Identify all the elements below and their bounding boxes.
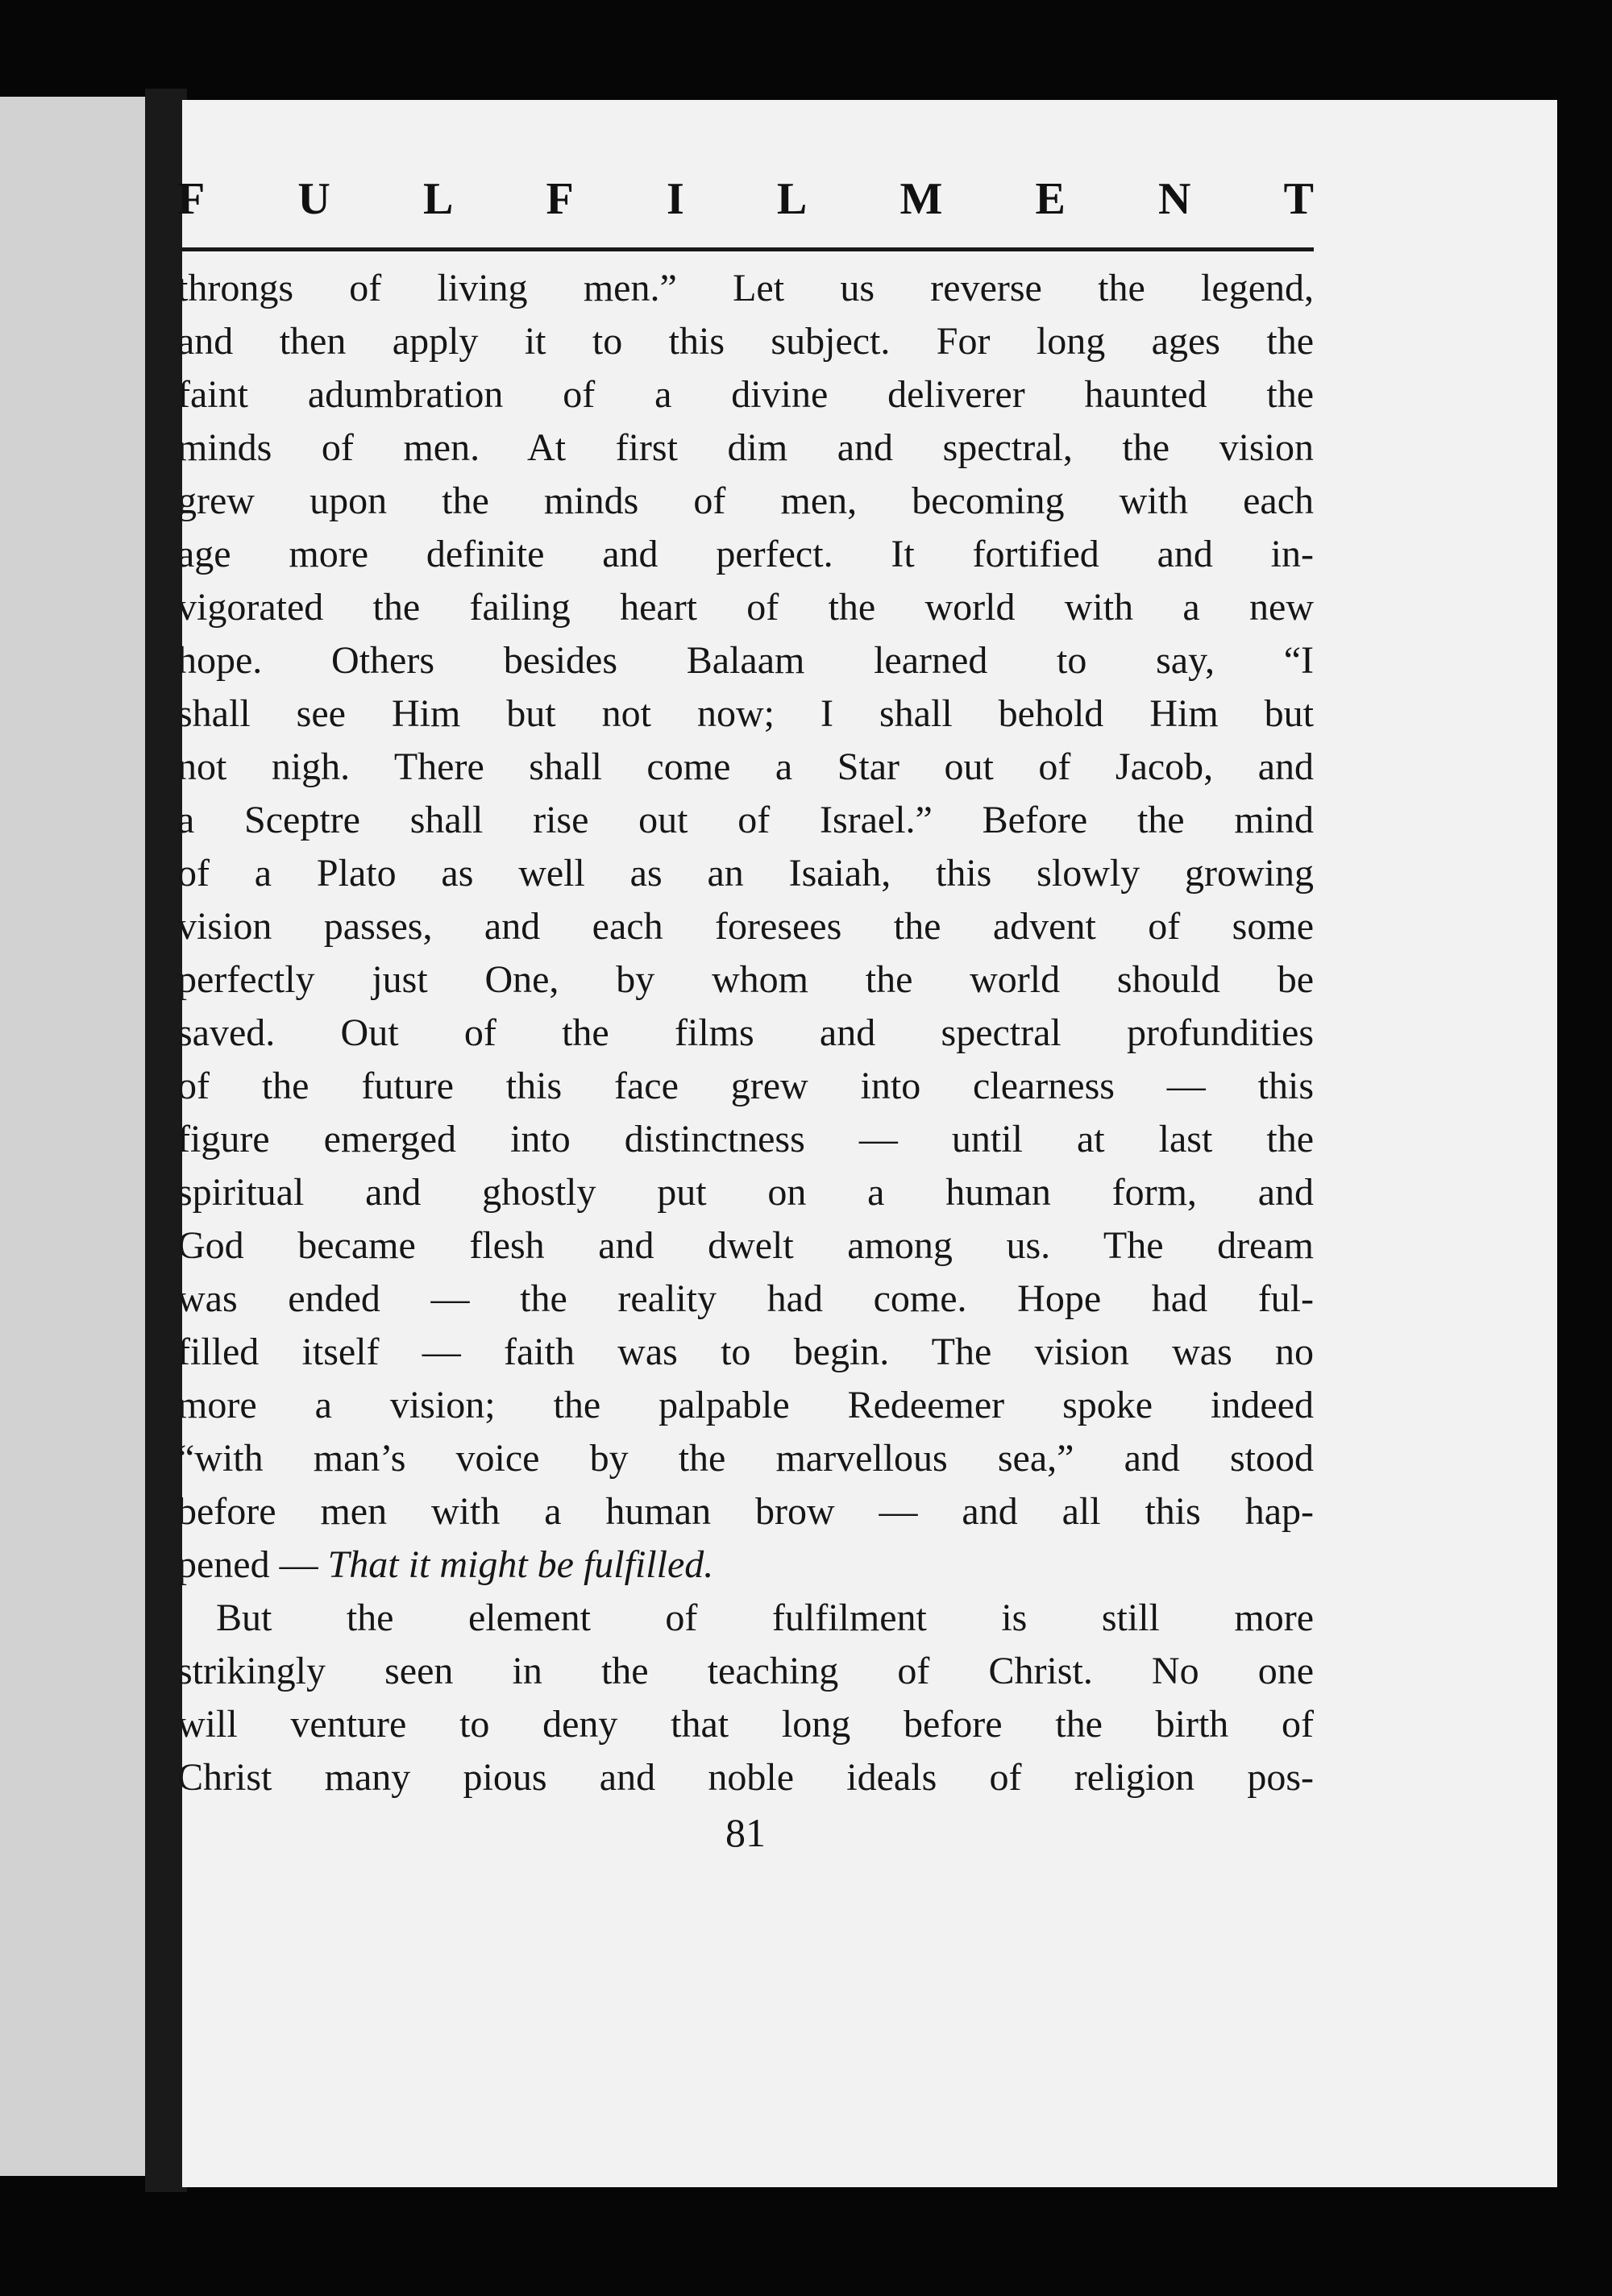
text-line: figure emerged into distinctness — until at last the (177, 1118, 1314, 1160)
text-line: will venture to deny that long before the birth of (177, 1703, 1314, 1746)
text-line: perfectly just One, by whom the world should be (177, 958, 1314, 1001)
running-head-letter: F (546, 174, 574, 224)
text-line: before men with a human brow — and all this hap- (177, 1490, 1314, 1533)
text-line: not nigh. There shall come a Star out of Jacob, and (177, 745, 1314, 788)
running-head-letter: T (1283, 174, 1314, 224)
text-line: filled itself — faith was to begin. The vision was no (177, 1331, 1314, 1373)
text-line: vision passes, and each foresees the advent of some (177, 905, 1314, 948)
text-line: vigorated the failing heart of the world with a new (177, 586, 1314, 629)
running-head-letter: F (177, 174, 206, 224)
running-head-letter: M (899, 174, 943, 224)
text-line: and then apply it to this subject. For long ages the (177, 320, 1314, 363)
text-line: age more definite and perfect. It fortified and in- (177, 533, 1314, 575)
body-text (177, 262, 1314, 1804)
text-line: spiritual and ghostly put on a human form, and (177, 1171, 1314, 1214)
text-line: shall see Him but not now; I shall behold Him but (177, 692, 1314, 735)
text-line: of a Plato as well as an Isaiah, this slowly growing (177, 852, 1314, 895)
paragraph (177, 1592, 1314, 1804)
italic-quote: That it might be fulfilled. (327, 1543, 714, 1586)
text-line: saved. Out of the films and spectral profundities (177, 1011, 1314, 1054)
text-line-start: pened — (177, 1543, 328, 1586)
text-line: hope. Others besides Balaam learned to say, “I (177, 639, 1314, 682)
text-line: more a vision; the palpable Redeemer spoke indeed (177, 1384, 1314, 1426)
text-line: of the future this face grew into clearness — this (177, 1065, 1314, 1107)
facing-page (0, 97, 161, 2176)
text-line (177, 1538, 1314, 1592)
text-line: But the element of fulfilment is still more (216, 1596, 1314, 1639)
text-line: “with man’s voice by the marvellous sea,” and stood (177, 1437, 1314, 1480)
header-rule (177, 247, 1314, 251)
running-head-letter: E (1035, 174, 1066, 224)
running-head-letter: L (423, 174, 454, 224)
running-head-letter: L (776, 174, 808, 224)
running-head (177, 173, 1314, 225)
text-line: throngs of living men.” Let us reverse the legend, (177, 267, 1314, 309)
page-number: 81 (725, 1810, 766, 1855)
running-head-letter: N (1158, 174, 1191, 224)
text-line: strikingly seen in the teaching of Christ. No one (177, 1650, 1314, 1692)
text-line: God became flesh and dwelt among us. The dream (177, 1224, 1314, 1267)
text-line: was ended — the reality had come. Hope had ful- (177, 1277, 1314, 1320)
text-line: a Sceptre shall rise out of Israel.” Before the mind (177, 799, 1314, 841)
text-line: minds of men. At first dim and spectral, the vision (177, 426, 1314, 469)
text-line: Christ many pious and noble ideals of religion pos- (177, 1756, 1314, 1799)
text-line: faint adumbration of a divine deliverer haunted the (177, 373, 1314, 416)
running-head-letter: U (297, 174, 330, 224)
paragraph (177, 262, 1314, 1592)
text-line: grew upon the minds of men, becoming with each (177, 480, 1314, 522)
running-head-letter: I (666, 174, 684, 224)
